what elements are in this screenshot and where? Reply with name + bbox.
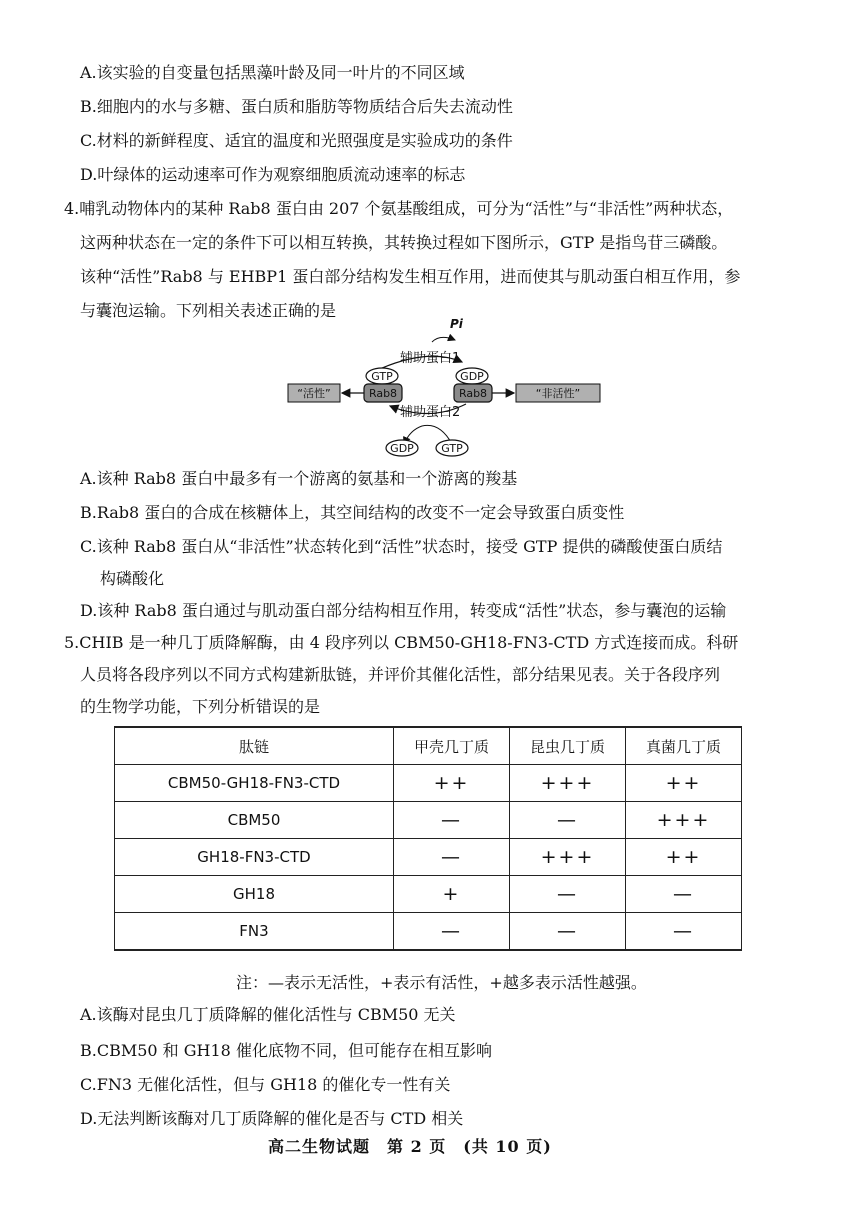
table-row [115, 913, 742, 951]
table-row [115, 876, 742, 913]
activity-table [114, 726, 742, 951]
q5-stem-line-2: 人员将各段序列以不同方式构建新肽链，并评价其催化活性，部分结果见表。关于各段序列 [80, 665, 721, 684]
q4-option-b: B.Rab8 蛋白的合成在核糖体上，其空间结构的改变不一定会导致蛋白质变性 [80, 503, 625, 522]
q4-option-a: A.该种 Rab8 蛋白中最多有一个游离的氨基和一个游离的羧基 [80, 469, 518, 488]
table-cell-value: ++ [626, 839, 742, 876]
q4-stem-line-4: 与囊泡运输。下列相关表述正确的是 [80, 301, 337, 320]
table-cell-peptide: GH18 [115, 876, 394, 913]
table-cell-value: +++ [626, 802, 742, 839]
gtp-left-label: GTP [371, 370, 393, 383]
q3-option-d: D.叶绿体的运动速率可作为观察细胞质流动速率的标志 [80, 165, 466, 184]
table-header-row [115, 727, 742, 765]
table-cell-value: ++ [394, 765, 510, 802]
pi-release-arrow [432, 337, 455, 342]
pi-label: Pi [450, 317, 463, 331]
q3-option-c: C.材料的新鲜程度、适宜的温度和光照强度是实验成功的条件 [80, 131, 513, 150]
q5-option-c: C.FN3 无催化活性，但与 GH18 的催化专一性有关 [80, 1075, 451, 1094]
q3-option-b: B.细胞内的水与多糖、蛋白质和脂肪等物质结合后失去流动性 [80, 97, 513, 116]
active-state-label: “活性” [297, 387, 331, 400]
q5-option-d: D.无法判断该酶对几丁质降解的催化是否与 CTD 相关 [80, 1109, 464, 1128]
table-row [115, 765, 742, 802]
rab8-left-label: Rab8 [368, 387, 398, 400]
helper-protein-2-label: 辅助蛋白2 [400, 405, 461, 420]
inactive-state-label: “非活性” [535, 387, 581, 400]
table-cell-value: + [394, 876, 510, 913]
table-header-fungal-chitin: 真菌几丁质 [626, 727, 742, 765]
table-cell-peptide: FN3 [115, 913, 394, 951]
table-cell-value: +++ [510, 839, 626, 876]
table-cell-value: ++ [626, 765, 742, 802]
q4-option-c-line-2: 构磷酸化 [100, 569, 165, 588]
table-cell-value: — [626, 913, 742, 951]
table-cell-value: — [510, 802, 626, 839]
q5-stem-line-3: 的生物学功能，下列分析错误的是 [80, 697, 321, 716]
rab8-right-label: Rab8 [458, 387, 488, 400]
q4-option-d: D.该种 Rab8 蛋白通过与肌动蛋白部分结构相互作用，转变成“活性”状态，参与囊泡的运输 [80, 601, 727, 620]
table-cell-value: — [394, 913, 510, 951]
table-header-insect-chitin: 昆虫几丁质 [510, 727, 626, 765]
table-cell-value: — [394, 802, 510, 839]
q5-option-b: B.CBM50 和 GH18 催化底物不同，但可能存在相互影响 [80, 1041, 492, 1060]
table-note: 注：—表示无活性，+表示有活性，+越多表示活性越强。 [236, 973, 647, 992]
gtp-bottom-label: GTP [441, 442, 463, 455]
q4-stem-line-2: 这两种状态在一定的条件下可以相互转换，其转换过程如下图所示，GTP 是指鸟苷三磷酸。 [80, 233, 728, 252]
table-row [115, 802, 742, 839]
table-row [115, 839, 742, 876]
table-cell-value: +++ [510, 765, 626, 802]
table-cell-value: — [510, 876, 626, 913]
q4-stem-line-1: 4.哺乳动物体内的某种 Rab8 蛋白由 207 个氨基酸组成，可分为“活性”与“非活性”两种状态， [64, 199, 734, 218]
table-cell-peptide: CBM50-GH18-FN3-CTD [115, 765, 394, 802]
table-cell-peptide: CBM50 [115, 802, 394, 839]
table-header-peptide: 肽链 [115, 727, 394, 765]
q4-option-c-line-1: C.该种 Rab8 蛋白从“非活性”状态转化到“活性”状态时，接受 GTP 提供的磷酸使蛋白质结 [80, 537, 723, 556]
gdp-right-label: GDP [460, 370, 484, 383]
table-cell-peptide: GH18-FN3-CTD [115, 839, 394, 876]
table-cell-value: — [394, 839, 510, 876]
page-footer: 高二生物试题 第 2 页 (共 10 页) [268, 1137, 552, 1156]
table-header-crustacean-chitin: 甲壳几丁质 [394, 727, 510, 765]
q3-option-a: A.该实验的自变量包括黑藻叶龄及同一叶片的不同区域 [80, 63, 465, 82]
rab8-cycle-diagram [280, 312, 610, 460]
gdp-bottom-label: GDP [390, 442, 414, 455]
q5-option-a: A.该酶对昆虫几丁质降解的催化活性与 CBM50 无关 [80, 1005, 456, 1024]
q4-stem-line-3: 该种“活性”Rab8 与 EHBP1 蛋白部分结构发生相互作用，进而使其与肌动蛋白相互作用，参 [80, 267, 741, 286]
q5-stem-line-1: 5.CHIB 是一种几丁质降解酶，由 4 段序列以 CBM50-GH18-FN3-CTD 方式连接而成。科研 [64, 633, 739, 652]
table-cell-value: — [626, 876, 742, 913]
table-cell-value: — [510, 913, 626, 951]
helper-protein-1-label: 辅助蛋白1 [400, 351, 461, 366]
